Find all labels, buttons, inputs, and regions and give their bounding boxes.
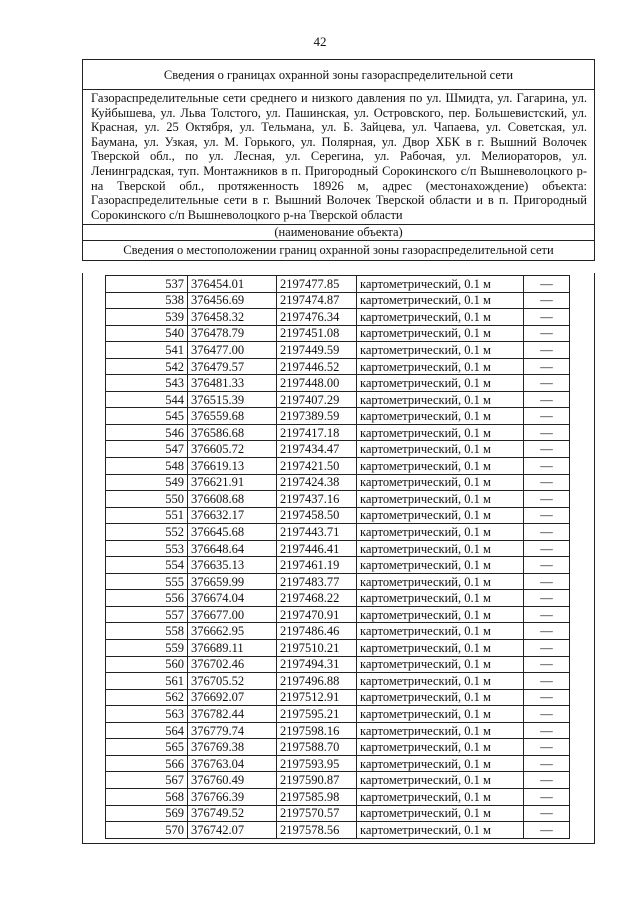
point-number-cell: 549 bbox=[106, 474, 188, 491]
table-row bbox=[106, 706, 570, 723]
note-cell: — bbox=[524, 441, 570, 458]
point-number-cell: 537 bbox=[106, 276, 188, 293]
y-coordinate-cell: 2197494.31 bbox=[277, 656, 357, 673]
point-number-cell: 538 bbox=[106, 292, 188, 309]
table-row bbox=[106, 788, 570, 805]
x-coordinate-cell: 376479.57 bbox=[188, 358, 277, 375]
y-coordinate-cell: 2197424.38 bbox=[277, 474, 357, 491]
table-row bbox=[106, 375, 570, 392]
table-row bbox=[106, 424, 570, 441]
note-cell: — bbox=[524, 276, 570, 293]
location-title: Сведения о местоположении границ охранной зоны газораспределительной сети bbox=[123, 243, 554, 258]
y-coordinate-cell: 2197510.21 bbox=[277, 640, 357, 657]
x-coordinate-cell: 376702.46 bbox=[188, 656, 277, 673]
x-coordinate-cell: 376454.01 bbox=[188, 276, 277, 293]
header-box bbox=[82, 59, 595, 261]
note-cell: — bbox=[524, 507, 570, 524]
note-cell: — bbox=[524, 391, 570, 408]
note-cell: — bbox=[524, 342, 570, 359]
point-number-cell: 570 bbox=[106, 822, 188, 839]
table-row bbox=[106, 557, 570, 574]
method-cell: картометрический, 0.1 м bbox=[357, 507, 524, 524]
point-number-cell: 558 bbox=[106, 623, 188, 640]
method-cell: картометрический, 0.1 м bbox=[357, 706, 524, 723]
y-coordinate-cell: 2197407.29 bbox=[277, 391, 357, 408]
note-cell: — bbox=[524, 292, 570, 309]
point-number-cell: 554 bbox=[106, 557, 188, 574]
method-cell: картометрический, 0.1 м bbox=[357, 590, 524, 607]
table-row bbox=[106, 524, 570, 541]
coordinates-table bbox=[105, 275, 570, 839]
object-caption: (наименование объекта) bbox=[83, 225, 594, 241]
section-title: Сведения о границах охранной зоны газораспределительной сети bbox=[83, 60, 594, 90]
point-number-cell: 566 bbox=[106, 755, 188, 772]
table-row bbox=[106, 673, 570, 690]
x-coordinate-cell: 376742.07 bbox=[188, 822, 277, 839]
method-cell: картометрический, 0.1 м bbox=[357, 557, 524, 574]
method-cell: картометрический, 0.1 м bbox=[357, 358, 524, 375]
x-coordinate-cell: 376559.68 bbox=[188, 408, 277, 425]
note-cell: — bbox=[524, 788, 570, 805]
y-coordinate-cell: 2197451.08 bbox=[277, 325, 357, 342]
note-cell: — bbox=[524, 656, 570, 673]
x-coordinate-cell: 376677.00 bbox=[188, 606, 277, 623]
table-row bbox=[106, 739, 570, 756]
y-coordinate-cell: 2197512.91 bbox=[277, 689, 357, 706]
table-row bbox=[106, 573, 570, 590]
table-row bbox=[106, 441, 570, 458]
y-coordinate-cell: 2197496.88 bbox=[277, 673, 357, 690]
y-coordinate-cell: 2197585.98 bbox=[277, 788, 357, 805]
x-coordinate-cell: 376608.68 bbox=[188, 491, 277, 508]
note-cell: — bbox=[524, 822, 570, 839]
y-coordinate-cell: 2197598.16 bbox=[277, 722, 357, 739]
x-coordinate-cell: 376692.07 bbox=[188, 689, 277, 706]
method-cell: картометрический, 0.1 м bbox=[357, 375, 524, 392]
method-cell: картометрический, 0.1 м bbox=[357, 474, 524, 491]
point-number-cell: 541 bbox=[106, 342, 188, 359]
table-row bbox=[106, 722, 570, 739]
table-row bbox=[106, 656, 570, 673]
x-coordinate-cell: 376674.04 bbox=[188, 590, 277, 607]
method-cell: картометрический, 0.1 м bbox=[357, 623, 524, 640]
y-coordinate-cell: 2197434.47 bbox=[277, 441, 357, 458]
x-coordinate-cell: 376760.49 bbox=[188, 772, 277, 789]
method-cell: картометрический, 0.1 м bbox=[357, 640, 524, 657]
note-cell: — bbox=[524, 739, 570, 756]
y-coordinate-cell: 2197595.21 bbox=[277, 706, 357, 723]
x-coordinate-cell: 376769.38 bbox=[188, 739, 277, 756]
note-cell: — bbox=[524, 309, 570, 326]
point-number-cell: 559 bbox=[106, 640, 188, 657]
method-cell: картометрический, 0.1 м bbox=[357, 805, 524, 822]
table-row bbox=[106, 474, 570, 491]
note-cell: — bbox=[524, 689, 570, 706]
page-number: 42 bbox=[313, 34, 327, 49]
table-row bbox=[106, 408, 570, 425]
table-row bbox=[106, 772, 570, 789]
y-coordinate-cell: 2197593.95 bbox=[277, 755, 357, 772]
y-coordinate-cell: 2197448.00 bbox=[277, 375, 357, 392]
note-cell: — bbox=[524, 491, 570, 508]
x-coordinate-cell: 376763.04 bbox=[188, 755, 277, 772]
method-cell: картометрический, 0.1 м bbox=[357, 342, 524, 359]
note-cell: — bbox=[524, 772, 570, 789]
x-coordinate-cell: 376477.00 bbox=[188, 342, 277, 359]
point-number-cell: 568 bbox=[106, 788, 188, 805]
method-cell: картометрический, 0.1 м bbox=[357, 391, 524, 408]
note-cell: — bbox=[524, 706, 570, 723]
y-coordinate-cell: 2197446.52 bbox=[277, 358, 357, 375]
note-cell: — bbox=[524, 408, 570, 425]
point-number-cell: 556 bbox=[106, 590, 188, 607]
method-cell: картометрический, 0.1 м bbox=[357, 309, 524, 326]
table-row bbox=[106, 507, 570, 524]
table-row bbox=[106, 623, 570, 640]
note-cell: — bbox=[524, 640, 570, 657]
x-coordinate-cell: 376478.79 bbox=[188, 325, 277, 342]
point-number-cell: 545 bbox=[106, 408, 188, 425]
method-cell: картометрический, 0.1 м bbox=[357, 673, 524, 690]
method-cell: картометрический, 0.1 м bbox=[357, 408, 524, 425]
table-row bbox=[106, 590, 570, 607]
point-number-cell: 550 bbox=[106, 491, 188, 508]
x-coordinate-cell: 376689.11 bbox=[188, 640, 277, 657]
x-coordinate-cell: 376662.95 bbox=[188, 623, 277, 640]
note-cell: — bbox=[524, 524, 570, 541]
y-coordinate-cell: 2197483.77 bbox=[277, 573, 357, 590]
y-coordinate-cell: 2197389.59 bbox=[277, 408, 357, 425]
coordinates-frame bbox=[82, 273, 595, 844]
x-coordinate-cell: 376645.68 bbox=[188, 524, 277, 541]
y-coordinate-cell: 2197474.87 bbox=[277, 292, 357, 309]
note-cell: — bbox=[524, 673, 570, 690]
note-cell: — bbox=[524, 375, 570, 392]
y-coordinate-cell: 2197417.18 bbox=[277, 424, 357, 441]
table-row bbox=[106, 276, 570, 293]
point-number-cell: 540 bbox=[106, 325, 188, 342]
x-coordinate-cell: 376782.44 bbox=[188, 706, 277, 723]
method-cell: картометрический, 0.1 м bbox=[357, 458, 524, 475]
x-coordinate-cell: 376586.68 bbox=[188, 424, 277, 441]
method-cell: картометрический, 0.1 м bbox=[357, 772, 524, 789]
table-row bbox=[106, 755, 570, 772]
point-number-cell: 552 bbox=[106, 524, 188, 541]
note-cell: — bbox=[524, 540, 570, 557]
table-row bbox=[106, 540, 570, 557]
y-coordinate-cell: 2197468.22 bbox=[277, 590, 357, 607]
x-coordinate-cell: 376605.72 bbox=[188, 441, 277, 458]
y-coordinate-cell: 2197443.71 bbox=[277, 524, 357, 541]
y-coordinate-cell: 2197578.56 bbox=[277, 822, 357, 839]
note-cell: — bbox=[524, 805, 570, 822]
table-row bbox=[106, 292, 570, 309]
point-number-cell: 547 bbox=[106, 441, 188, 458]
x-coordinate-cell: 376456.69 bbox=[188, 292, 277, 309]
method-cell: картометрический, 0.1 м bbox=[357, 788, 524, 805]
x-coordinate-cell: 376766.39 bbox=[188, 788, 277, 805]
y-coordinate-cell: 2197470.91 bbox=[277, 606, 357, 623]
method-cell: картометрический, 0.1 м bbox=[357, 755, 524, 772]
y-coordinate-cell: 2197461.19 bbox=[277, 557, 357, 574]
point-number-cell: 555 bbox=[106, 573, 188, 590]
point-number-cell: 561 bbox=[106, 673, 188, 690]
note-cell: — bbox=[524, 358, 570, 375]
table-row bbox=[106, 640, 570, 657]
x-coordinate-cell: 376515.39 bbox=[188, 391, 277, 408]
method-cell: картометрический, 0.1 м bbox=[357, 325, 524, 342]
y-coordinate-cell: 2197590.87 bbox=[277, 772, 357, 789]
method-cell: картометрический, 0.1 м bbox=[357, 689, 524, 706]
y-coordinate-cell: 2197570.57 bbox=[277, 805, 357, 822]
method-cell: картометрический, 0.1 м bbox=[357, 292, 524, 309]
note-cell: — bbox=[524, 325, 570, 342]
y-coordinate-cell: 2197458.50 bbox=[277, 507, 357, 524]
table-row bbox=[106, 358, 570, 375]
point-number-cell: 562 bbox=[106, 689, 188, 706]
note-cell: — bbox=[524, 458, 570, 475]
point-number-cell: 544 bbox=[106, 391, 188, 408]
method-cell: картометрический, 0.1 м bbox=[357, 424, 524, 441]
y-coordinate-cell: 2197446.41 bbox=[277, 540, 357, 557]
method-cell: картометрический, 0.1 м bbox=[357, 441, 524, 458]
point-number-cell: 567 bbox=[106, 772, 188, 789]
y-coordinate-cell: 2197476.34 bbox=[277, 309, 357, 326]
point-number-cell: 539 bbox=[106, 309, 188, 326]
point-number-cell: 560 bbox=[106, 656, 188, 673]
x-coordinate-cell: 376458.32 bbox=[188, 309, 277, 326]
method-cell: картометрический, 0.1 м bbox=[357, 822, 524, 839]
point-number-cell: 542 bbox=[106, 358, 188, 375]
point-number-cell: 563 bbox=[106, 706, 188, 723]
note-cell: — bbox=[524, 722, 570, 739]
x-coordinate-cell: 376749.52 bbox=[188, 805, 277, 822]
method-cell: картометрический, 0.1 м bbox=[357, 656, 524, 673]
x-coordinate-cell: 376635.13 bbox=[188, 557, 277, 574]
table-row bbox=[106, 342, 570, 359]
y-coordinate-cell: 2197449.59 bbox=[277, 342, 357, 359]
table-row bbox=[106, 491, 570, 508]
x-coordinate-cell: 376648.64 bbox=[188, 540, 277, 557]
point-number-cell: 553 bbox=[106, 540, 188, 557]
point-number-cell: 548 bbox=[106, 458, 188, 475]
table-row bbox=[106, 309, 570, 326]
table-row bbox=[106, 458, 570, 475]
table-row bbox=[106, 391, 570, 408]
point-number-cell: 564 bbox=[106, 722, 188, 739]
note-cell: — bbox=[524, 573, 570, 590]
method-cell: картометрический, 0.1 м bbox=[357, 722, 524, 739]
x-coordinate-cell: 376632.17 bbox=[188, 507, 277, 524]
y-coordinate-cell: 2197437.16 bbox=[277, 491, 357, 508]
x-coordinate-cell: 376779.74 bbox=[188, 722, 277, 739]
note-cell: — bbox=[524, 623, 570, 640]
point-number-cell: 565 bbox=[106, 739, 188, 756]
y-coordinate-cell: 2197421.50 bbox=[277, 458, 357, 475]
table-row bbox=[106, 325, 570, 342]
method-cell: картометрический, 0.1 м bbox=[357, 540, 524, 557]
y-coordinate-cell: 2197477.85 bbox=[277, 276, 357, 293]
point-number-cell: 557 bbox=[106, 606, 188, 623]
y-coordinate-cell: 2197486.46 bbox=[277, 623, 357, 640]
table-row bbox=[106, 689, 570, 706]
note-cell: — bbox=[524, 755, 570, 772]
x-coordinate-cell: 376481.33 bbox=[188, 375, 277, 392]
note-cell: — bbox=[524, 606, 570, 623]
note-cell: — bbox=[524, 424, 570, 441]
note-cell: — bbox=[524, 590, 570, 607]
table-row bbox=[106, 805, 570, 822]
method-cell: картометрический, 0.1 м bbox=[357, 491, 524, 508]
point-number-cell: 551 bbox=[106, 507, 188, 524]
note-cell: — bbox=[524, 474, 570, 491]
method-cell: картометрический, 0.1 м bbox=[357, 573, 524, 590]
y-coordinate-cell: 2197588.70 bbox=[277, 739, 357, 756]
object-description: Газораспределительные сети среднего и низкого давления по ул. Шмидта, ул. Гагарина, ул. Куйбышева, ул. Льва Толстого, ул. Пашинская, ул. Островского, пер. Большевистский, ул. Красная, ул. 25 Октября, ул. Тельмана, ул. Б. Зайцева, ул. Чапаева, ул. Советская, ул. Баумана, ул. Узкая, ул. М. Горького, ул. Полярная, ул. Двор ХБК в г. Вышний Волочек Тверской обл., по ул. Лесная, ул. Серегина, ул. Рабочая, ул. Мелиораторов, ул. Ленинградская, туп. Монтажников в п. Пригородный Сорокинского с/п Вышневолоцкого р-на Тверской обл., протяженность 18926 м, адрес (местонахождение) объекта: Газораспределительные сети в г. Вышний Волочек Тверской области и в п. Пригородный Сорокинского с/п Вышневолоцкого р-на Тверской области bbox=[83, 90, 594, 225]
point-number-cell: 543 bbox=[106, 375, 188, 392]
x-coordinate-cell: 376621.91 bbox=[188, 474, 277, 491]
x-coordinate-cell: 376659.99 bbox=[188, 573, 277, 590]
x-coordinate-cell: 376619.13 bbox=[188, 458, 277, 475]
point-number-cell: 546 bbox=[106, 424, 188, 441]
method-cell: картометрический, 0.1 м bbox=[357, 739, 524, 756]
method-cell: картометрический, 0.1 м bbox=[357, 606, 524, 623]
method-cell: картометрический, 0.1 м bbox=[357, 276, 524, 293]
method-cell: картометрический, 0.1 м bbox=[357, 524, 524, 541]
x-coordinate-cell: 376705.52 bbox=[188, 673, 277, 690]
note-cell: — bbox=[524, 557, 570, 574]
point-number-cell: 569 bbox=[106, 805, 188, 822]
table-row bbox=[106, 822, 570, 839]
table-row bbox=[106, 606, 570, 623]
